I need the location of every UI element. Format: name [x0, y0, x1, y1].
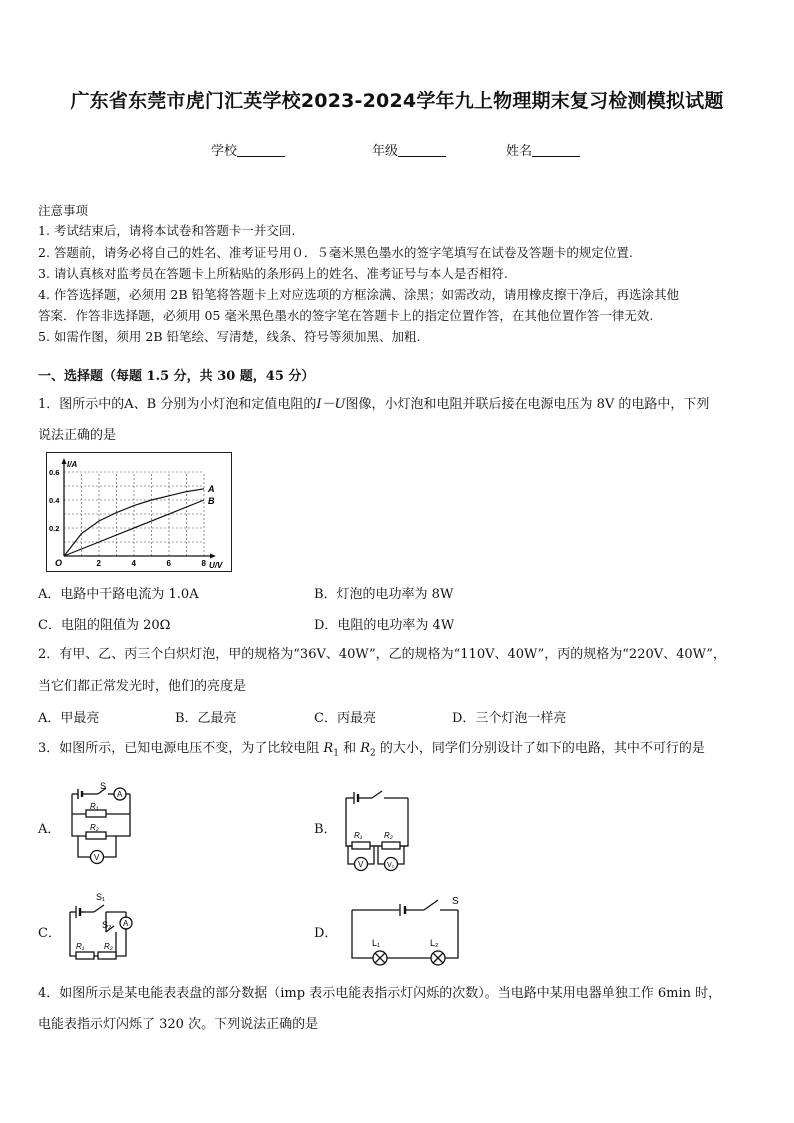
switch-s2-label: S₂	[102, 920, 112, 930]
q1-option-c[interactable]: C．电阻的阻值为 20Ω	[38, 618, 171, 633]
switch-s-label: S	[100, 781, 107, 791]
ammeter-label: A	[117, 790, 123, 799]
grade-label: 年级	[372, 144, 399, 159]
name-label: 姓名	[506, 144, 533, 159]
notice-item: 3. 请认真核对监考员在答题卡上所粘贴的条形码上的姓名、准考证号与本人是否相符.	[38, 266, 508, 281]
q3-option-b[interactable]: B．	[314, 822, 337, 837]
q1-option-b[interactable]: B．灯泡的电功率为 8W	[314, 587, 454, 602]
q1-text-a: 1．图所示中的A、B 分别为小灯泡和定值电阻的	[38, 397, 317, 412]
lamp-l1-label: L₁	[372, 938, 381, 948]
notice-item: 答案．作答非选择题，必须用 05 毫米黑色墨水的签字笔在答题卡上的指定位置作答，在其他位置作答一律无效.	[38, 308, 654, 323]
question-2-text: 2．有甲、乙、丙三个白炽灯泡，甲的规格为“36V、40W”，乙的规格为“110V、40W”，丙的规格为“220V、40W”，	[38, 647, 726, 662]
r2-label: R₂	[384, 831, 393, 840]
r2-label: R₂	[90, 823, 99, 832]
notice-item: 4. 作答选择题，必须用 2B 铅笔将答题卡上对应选项的方框涂满、涂黑；如需改动，请用橡皮擦干净后，再选涂其他	[38, 287, 679, 302]
q2-option-c[interactable]: C．丙最亮	[314, 711, 376, 726]
q3-and: 和	[338, 741, 361, 756]
grade-field[interactable]	[372, 140, 446, 159]
q2-option-d[interactable]: D．三个灯泡一样亮	[452, 711, 567, 726]
y-tick-label: 0.4	[49, 496, 60, 505]
circuit-d-diagram	[346, 894, 466, 970]
question-4-text: 4．如图所示是某电能表表盘的部分数据（imp 表示电能表指示灯闪烁的次数）。当电路中某用电器单独工作 6min 时，	[38, 986, 722, 1001]
section-heading: 一、选择题（每题 1.5 分，共 30 题，45 分）	[38, 369, 315, 384]
circuit-c-diagram	[64, 888, 140, 964]
circuit-a-diagram	[64, 778, 138, 870]
notice-item: 2. 答题前，请务必将自己的姓名、准考证号用０．５毫米黑色墨水的签字笔填写在试卷及答题卡的规定位置.	[38, 245, 633, 260]
school-label: 学校	[211, 144, 238, 159]
y-axis-arrow	[62, 458, 67, 464]
name-field[interactable]	[506, 140, 580, 159]
voltmeter-2-label: V₂	[387, 862, 395, 869]
question-1-text-line2: 说法正确的是	[38, 428, 117, 443]
r1-label: R₁	[354, 831, 363, 840]
r1-sub: 1	[333, 748, 339, 759]
series-label-b: B	[208, 496, 215, 506]
y-axis-label: I/A	[67, 460, 78, 469]
q1-option-a[interactable]: A．电路中干路电流为 1.0A	[38, 587, 199, 602]
q3-option-c[interactable]: C．	[38, 926, 61, 941]
q1-option-d[interactable]: D．电阻的电功率为 4W	[314, 618, 455, 633]
switch-s1-label: S₁	[96, 892, 106, 902]
r2-symbol: R	[360, 741, 370, 756]
circuit-b-diagram	[338, 784, 414, 880]
q3-option-a[interactable]: A．	[38, 822, 61, 837]
r2-sub: 2	[370, 748, 376, 759]
q2-option-a[interactable]: A．甲最亮	[38, 711, 100, 726]
notice-item: 1. 考试结束后，请将本试卷和答题卡一并交回.	[38, 223, 296, 238]
graph-ticks	[49, 460, 223, 570]
question-1-text	[38, 395, 709, 415]
notice-item: 5. 如需作图，须用 2B 铅笔绘、写清楚，线条、符号等须加黑、加粗.	[38, 329, 421, 344]
question-4-text-line2: 电能表指示灯闪烁了 320 次。下列说法正确的是	[38, 1017, 319, 1032]
x-axis-label: U/V	[209, 561, 223, 570]
question-2-text-line2: 当它们都正常发光时，他们的亮度是	[38, 679, 247, 694]
x-tick-label: 4	[131, 559, 136, 568]
question-3-text	[38, 739, 705, 764]
q3-option-d[interactable]: D．	[314, 926, 338, 941]
ammeter-label: A	[123, 919, 129, 928]
graph-axes	[62, 458, 217, 559]
q3-text-a: 3．如图所示，已知电源电压不变，为了比较电阻	[38, 741, 324, 756]
q1-iu: I－U	[316, 397, 346, 412]
x-tick-label: 2	[96, 559, 101, 568]
school-field[interactable]	[211, 140, 285, 159]
r2-label: R₂	[104, 942, 113, 951]
r1-label: R₁	[76, 942, 85, 951]
series-label-a: A	[208, 483, 215, 494]
graph-series	[64, 484, 215, 556]
r1-label: R₁	[90, 802, 99, 811]
y-tick-label: 0.6	[49, 468, 60, 477]
q2-option-b[interactable]: B．乙最亮	[175, 711, 237, 726]
notice-heading: 注意事项	[38, 203, 89, 218]
origin-label: O	[55, 558, 63, 568]
x-tick-label: 8	[201, 559, 206, 568]
page-title: 广东省东莞市虎门汇英学校2023-2024学年九上物理期末复习检测模拟试题	[70, 90, 724, 112]
x-axis-arrow	[210, 554, 216, 559]
lamp-l2-label: L₂	[430, 938, 439, 948]
voltmeter-label: V	[94, 853, 100, 862]
x-tick-label: 6	[166, 559, 171, 568]
q1-text-b: 图像，小灯泡和电阻并联后接在电源电压为 8V 的电路中，下列	[345, 397, 710, 412]
iu-graph	[46, 452, 232, 572]
voltmeter-1-label: V	[358, 860, 364, 869]
y-tick-label: 0.2	[49, 524, 60, 533]
r1-symbol: R	[323, 741, 334, 756]
graph-grid	[64, 472, 204, 556]
switch-s-label: S	[452, 896, 459, 907]
q3-text-b: 的大小，同学们分别设计了如下的电路，其中不可行的是	[375, 741, 705, 756]
